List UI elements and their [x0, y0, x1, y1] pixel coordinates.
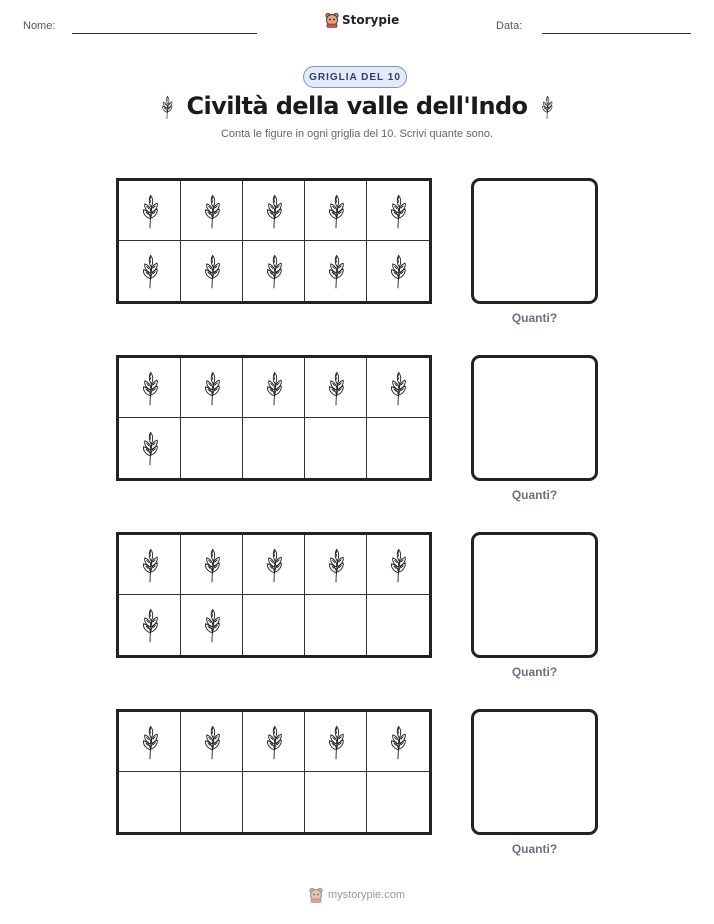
- date-label: Data:: [496, 20, 523, 32]
- answer-label: Quanti?: [511, 311, 558, 325]
- answer-box[interactable]: [471, 532, 598, 658]
- wheat-icon: [385, 187, 411, 235]
- ten-frame-cell: [243, 535, 305, 595]
- wheat-icon: [199, 601, 225, 649]
- ten-frame-cell: [119, 595, 181, 655]
- footer-url: mystorypie.com: [327, 889, 406, 901]
- ten-frame-cell: [305, 535, 367, 595]
- ten-frame-cell: [305, 712, 367, 772]
- answer-box[interactable]: [471, 178, 598, 304]
- wheat-icon: [199, 541, 225, 589]
- ten-frame-cell: [243, 241, 305, 301]
- wheat-icon: [261, 247, 287, 295]
- wheat-icon: [261, 364, 287, 412]
- wheat-icon: [137, 718, 163, 766]
- date-line[interactable]: [542, 33, 691, 34]
- ten-frame-cell: [243, 418, 305, 478]
- ten-frame: [116, 532, 432, 658]
- ten-frame-cell: [119, 535, 181, 595]
- wheat-icon: [385, 364, 411, 412]
- ten-frame-cell: [119, 358, 181, 418]
- grid-type-badge: GRIGLIA DEL 10: [303, 66, 407, 88]
- wheat-icon: [137, 247, 163, 295]
- wheat-icon: [538, 92, 556, 122]
- logo: [325, 12, 399, 28]
- ten-frame-cell: [181, 772, 243, 832]
- brand-name: Storypie: [342, 13, 400, 27]
- ten-frame-cell: [367, 418, 429, 478]
- ten-frame-cell: [367, 241, 429, 301]
- ten-frame-cell: [243, 772, 305, 832]
- ten-frame-cell: [119, 418, 181, 478]
- ten-frame-cell: [305, 181, 367, 241]
- ten-frame-cell: [243, 181, 305, 241]
- wheat-icon: [385, 718, 411, 766]
- wheat-icon: [385, 541, 411, 589]
- wheat-icon: [323, 541, 349, 589]
- answer-box[interactable]: [471, 355, 598, 481]
- ten-frame-cell: [243, 712, 305, 772]
- wheat-icon: [137, 541, 163, 589]
- wheat-icon: [323, 247, 349, 295]
- ten-frame-cell: [367, 712, 429, 772]
- answer-label: Quanti?: [511, 488, 558, 502]
- answer-label: Quanti?: [511, 842, 558, 856]
- ten-frame-cell: [243, 595, 305, 655]
- wheat-icon: [385, 247, 411, 295]
- wheat-icon: [199, 187, 225, 235]
- wheat-icon: [323, 718, 349, 766]
- ten-frame-cell: [243, 358, 305, 418]
- wheat-icon: [199, 247, 225, 295]
- instructions: Conta le figure in ogni griglia del 10. Scrivi quante sono.: [220, 128, 494, 140]
- wheat-icon: [261, 541, 287, 589]
- wheat-icon: [261, 187, 287, 235]
- storypie-mascot-icon: [309, 887, 323, 903]
- ten-frame-cell: [181, 418, 243, 478]
- ten-frame-cell: [305, 241, 367, 301]
- ten-frame-cell: [367, 772, 429, 832]
- wheat-icon: [323, 187, 349, 235]
- ten-frame-cell: [119, 181, 181, 241]
- ten-frame-cell: [119, 772, 181, 832]
- storypie-mascot-icon: [325, 12, 339, 28]
- ten-frame-cell: [181, 712, 243, 772]
- ten-frame-cell: [305, 358, 367, 418]
- page-title: Civiltà della valle dell'Indo: [186, 92, 528, 120]
- ten-frame: [116, 709, 432, 835]
- wheat-icon: [137, 601, 163, 649]
- ten-frame-cell: [305, 418, 367, 478]
- ten-frame-cell: [181, 595, 243, 655]
- ten-frame-cell: [119, 712, 181, 772]
- ten-frame-cell: [367, 358, 429, 418]
- wheat-icon: [323, 364, 349, 412]
- ten-frame: [116, 178, 432, 304]
- ten-frame-cell: [181, 181, 243, 241]
- wheat-icon: [199, 364, 225, 412]
- ten-frame-cell: [119, 241, 181, 301]
- ten-frame-cell: [305, 772, 367, 832]
- wheat-icon: [137, 424, 163, 472]
- ten-frame: [116, 355, 432, 481]
- footer: [0, 887, 714, 903]
- ten-frame-cell: [367, 181, 429, 241]
- ten-frame-cell: [181, 241, 243, 301]
- name-label: Nome:: [23, 20, 56, 32]
- wheat-icon: [261, 718, 287, 766]
- wheat-icon: [199, 718, 225, 766]
- answer-box[interactable]: [471, 709, 598, 835]
- ten-frame-cell: [367, 595, 429, 655]
- ten-frame-cell: [305, 595, 367, 655]
- wheat-icon: [137, 187, 163, 235]
- wheat-icon: [137, 364, 163, 412]
- ten-frame-cell: [367, 535, 429, 595]
- name-line[interactable]: [72, 33, 257, 34]
- answer-label: Quanti?: [511, 665, 558, 679]
- ten-frame-cell: [181, 358, 243, 418]
- ten-frame-cell: [181, 535, 243, 595]
